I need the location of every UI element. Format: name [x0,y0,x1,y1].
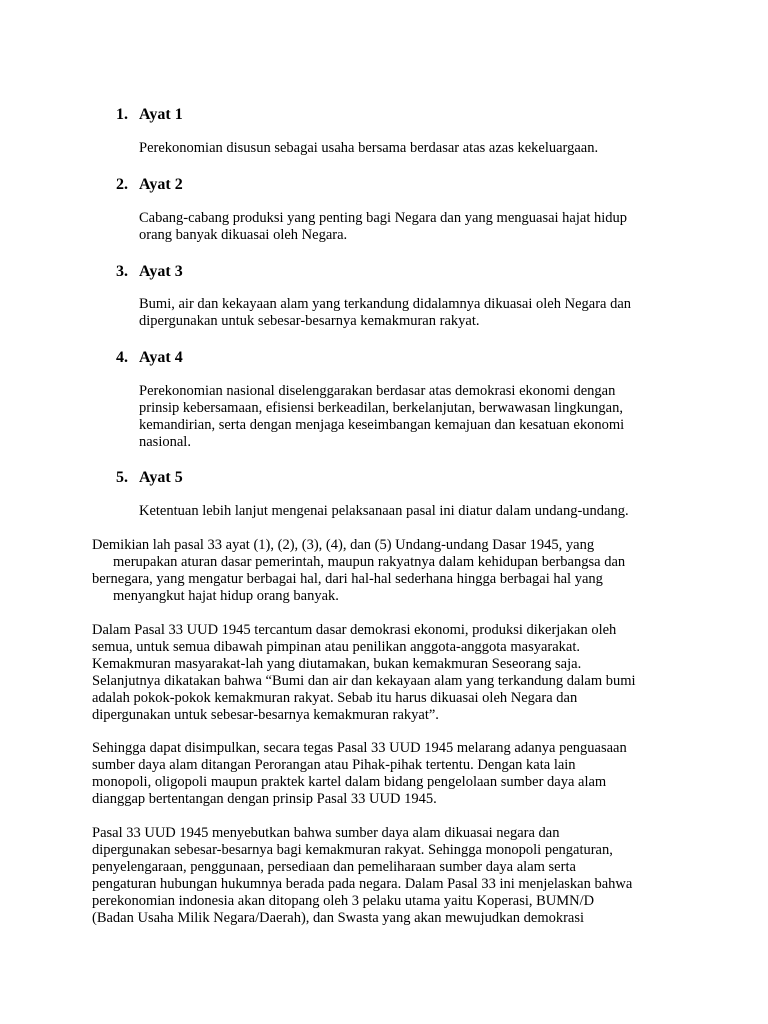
ayat-title: Ayat 3 [139,263,183,280]
ayat-heading [116,105,183,124]
paragraph-line: Dalam Pasal 33 UUD 1945 tercantum dasar demokrasi ekonomi, produksi dikerjakan oleh [92,622,617,638]
paragraph-line: sumber daya alam ditangan Perorangan atau Pihak-pihak tertentu. Dengan kata lain [92,757,576,774]
ayat-number: 3. [116,263,128,280]
ayat-line: Perekonomian disusun sebagai usaha bersama berdasar atas azas kekeluargaan. [139,140,599,156]
paragraph-line: adalah pokok-pokok kemakmuran rakyat. Sebab itu harus dikuasai oleh Negara dan [92,690,578,707]
ayat-text [139,503,699,520]
paragraph-line: Kemakmuran masyarakat-lah yang diutamakan, bukan kemakmuran Seseorang saja. [92,656,582,673]
paragraph-line: monopoli, oligopoli maupun praktek kartel dalam bidang pengelolaan sumber daya alam [92,774,607,791]
paragraph-line: dipergunakan sebesar-besarnya bagi kemakmuran rakyat. Sehingga monopoli pengaturan, [92,842,613,859]
ayat-title: Ayat 2 [139,176,183,193]
ayat-line: Perekonomian nasional diselenggarakan berdasar atas demokrasi ekonomi dengan [139,383,616,399]
paragraph-line: dianggap bertentangan dengan prinsip Pasal 33 UUD 1945. [92,791,437,808]
ayat-title: Ayat 4 [139,349,183,366]
ayat-text [139,140,699,157]
ayat-heading [116,175,183,194]
ayat-line: Cabang-cabang produksi yang penting bagi Negara dan yang menguasai hajat hidup [139,210,628,226]
ayat-text [139,383,699,451]
ayat-number: 2. [116,176,128,193]
ayat-line: Bumi, air dan kekayaan alam yang terkandung didalamnya dikuasai oleh Negara dan [139,296,632,312]
ayat-text [139,296,699,330]
ayat-line: Ketentuan lebih lanjut mengenai pelaksanaan pasal ini diatur dalam undang-undang. [139,503,629,519]
paragraph-line: Demikian lah pasal 33 ayat (1), (2), (3), (4), dan (5) Undang-undang Dasar 1945, yang [92,537,595,553]
ayat-number: 1. [116,106,128,123]
ayat-number: 5. [116,469,128,486]
ayat-heading [116,468,183,487]
paragraph-line: (Badan Usaha Milik Negara/Daerah), dan Swasta yang akan mewujudkan demokrasi [92,910,585,927]
paragraph-line: menyangkut hajat hidup orang banyak. [113,588,339,605]
paragraph-line: Sehingga dapat disimpulkan, secara tegas Pasal 33 UUD 1945 melarang adanya penguasaan [92,740,627,756]
ayat-title: Ayat 5 [139,469,183,486]
paragraph [92,825,682,928]
ayat-line: orang banyak dikuasai oleh Negara. [139,227,348,244]
ayat-text [139,210,699,244]
ayat-number: 4. [116,349,128,366]
paragraph-line: dipergunakan untuk sebesar-besarnya kemakmuran rakyat”. [92,707,439,724]
ayat-line: kemandirian, serta dengan menjaga keseimbangan kemajuan dan kesatuan ekonomi [139,417,625,434]
ayat-line: nasional. [139,434,191,451]
ayat-line: dipergunakan untuk sebesar-besarnya kemakmuran rakyat. [139,313,480,330]
paragraph [92,622,682,725]
paragraph-line: pengaturan hubungan hukumnya berada pada negara. Dalam Pasal 33 ini menjelaskan bahwa [92,876,633,893]
paragraph-line: penyelengaraan, penggunaan, persediaan dan pemeliharaan sumber daya alam serta [92,859,576,876]
paragraph-line: semua, untuk semua dibawah pimpinan atau penilikan anggota-anggota masyarakat. [92,639,581,656]
paragraph-line: perekonomian indonesia akan ditopang oleh 3 pelaku utama yaitu Koperasi, BUMN/D [92,893,595,910]
paragraph [92,740,682,808]
paragraph-line: Selanjutnya dikatakan bahwa “Bumi dan air dan kekayaan alam yang terkandung dalam bumi [92,673,636,690]
ayat-line: prinsip kebersamaan, efisiensi berkeadilan, berkelanjutan, berwawasan lingkungan, [139,400,623,417]
ayat-title: Ayat 1 [139,106,183,123]
ayat-heading [116,348,183,367]
paragraph-line: merupakan aturan dasar pemerintah, maupun rakyatnya dalam kehidupan berbangsa dan [113,554,626,571]
paragraph [92,537,682,605]
paragraph-line: bernegara, yang mengatur berbagai hal, dari hal-hal sederhana hingga berbagai hal yang [92,571,603,588]
paragraph-line: Pasal 33 UUD 1945 menyebutkan bahwa sumber daya alam dikuasai negara dan [92,825,560,841]
ayat-heading [116,262,183,281]
